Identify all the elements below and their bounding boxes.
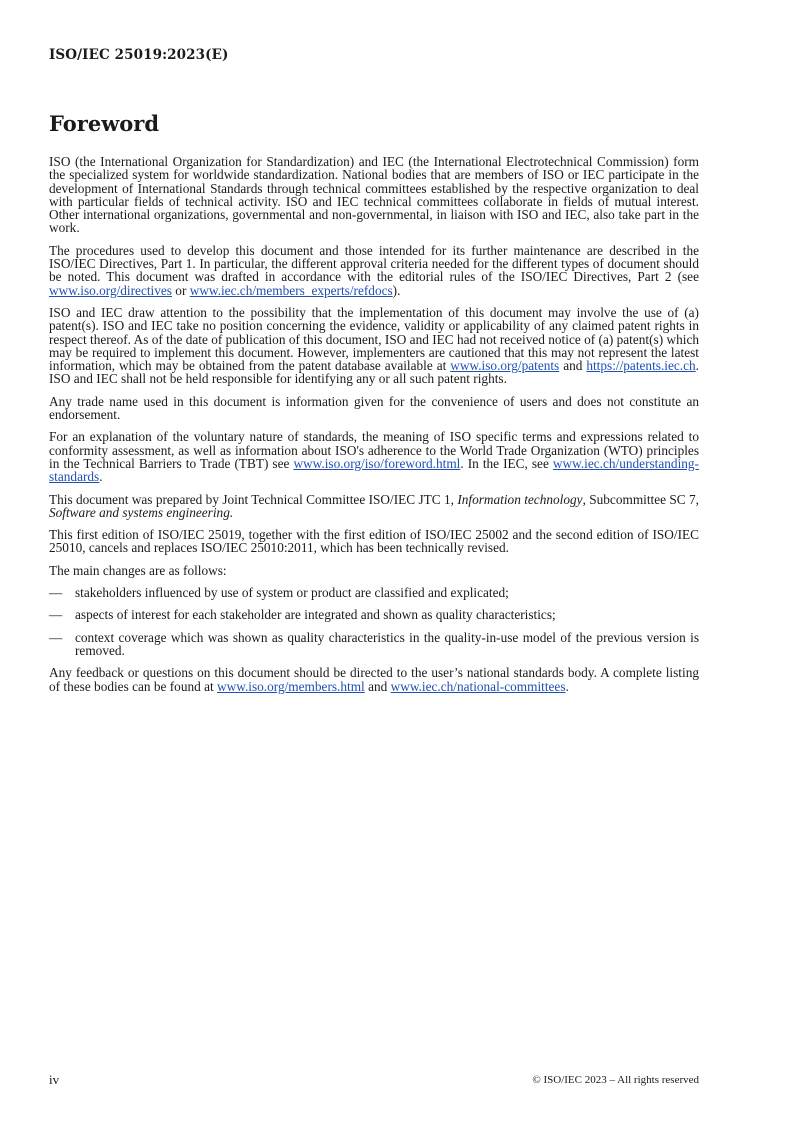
list-item: — aspects of interest for each stakeholder are integrated and shown as quality characteristics; [49,607,556,623]
paragraph-voluntary-nature: For an explanation of the voluntary nature of standards, the meaning of ISO specific terms and expressions related to conformity assessment, as well as information about ISO's adherence to the World Trade Organization (WTO) principles in the Technical Barriers to Trade (TBT) see www.iso.org/iso/foreword.html. In the IEC, see www.iec.ch/understanding-standards. [49,429,699,485]
paragraph-procedures: The procedures used to develop this document and those intended for its further maintenance are described in the ISO/IEC Directives, Part 1. In particular, the different approval criteria needed for the different types of document should be noted. This document was drafted in accordance with the editorial rules of the ISO/IEC Directives, Part 2 (see www.iso.org/directives or www.iec.ch/members_experts/refdocs). [49,242,699,298]
link-iso-directives[interactable]: www.iso.org/directives [49,282,172,298]
paragraph-trade-names: Any trade name used in this document is information given for the convenience of users and does not constitute an endorsement. [49,393,699,423]
list-item: — context coverage which was shown as quality characteristics in the quality-in-use model of the previous version is removed. [49,629,699,658]
dash-bullet: — [49,629,63,645]
paragraph-main-changes-intro: The main changes are as follows: [49,562,227,578]
page-number: iv [49,1072,60,1087]
document-identifier: ISO/IEC 25019:2023(E) [49,47,229,63]
paragraph-edition: This first edition of ISO/IEC 25019, together with the first edition of ISO/IEC 25002 and the second edition of ISO/IEC 25010, cancels and replaces ISO/IEC 25010:2011, which has been technically revised. [49,527,699,556]
link-iso-foreword[interactable]: www.iso.org/iso/foreword.html [293,455,461,471]
paragraph-committee: This document was prepared by Joint Technical Committee ISO/IEC JTC 1, Information technology, Subcommittee SC 7, Software and systems engineering. [49,491,699,520]
paragraph-feedback: Any feedback or questions on this document should be directed to the user’s national standards body. A complete listing of these bodies can be found at www.iso.org/members.html and www.iec.ch/national-committees. [49,665,699,694]
link-iec-understanding-standards[interactable]: www.iec.ch/understanding-standards [49,455,699,485]
main-changes-list [49,586,699,657]
paragraph-organizations: ISO (the International Organization for Standardization) and IEC (the International Electrotechnical Commission) form the specialized system for worldwide standardization. National bodies that are members of ISO or IEC participate in the development of International Standards through technical committees established by the respective organization to deal with particular fields of technical activity. ISO and IEC technical committees collaborate in fields of mutual interest. Other international organizations, governmental and non-governmental, in liaison with ISO and IEC, also take part in the work. [49,154,699,236]
link-iso-patents[interactable]: www.iso.org/patents [450,358,560,374]
page-title: Foreword [49,111,160,136]
foreword-body [49,155,699,702]
dash-bullet: — [49,607,63,623]
link-iso-members[interactable]: www.iso.org/members.html [217,678,365,694]
link-iec-patents[interactable]: https://patents.iec.ch [586,358,696,374]
link-iec-refdocs[interactable]: www.iec.ch/members_experts/refdocs [189,282,393,298]
paragraph-patents: ISO and IEC draw attention to the possibility that the implementation of this document may involve the use of (a) patent(s). ISO and IEC take no position concerning the evidence, validity or applicability of any claimed patent rights in respect thereof. As of the date of publication of this document, ISO and IEC had not received notice of (a) patent(s) which may be required to implement this document. However, implementers are cautioned that this may not represent the latest information, which may be obtained from the patent database available at www.iso.org/patents and https://patents.iec.ch. ISO and IEC shall not be held responsible for identifying any or all such patent rights. [49,304,699,387]
list-item: — stakeholders influenced by use of system or product are classified and explicated; [49,585,509,601]
link-iec-national-committees[interactable]: www.iec.ch/national-committees [390,678,566,694]
document-page [49,0,699,1122]
copyright-notice: © ISO/IEC 2023 – All rights reserved [532,1074,699,1086]
dash-bullet: — [49,585,63,601]
